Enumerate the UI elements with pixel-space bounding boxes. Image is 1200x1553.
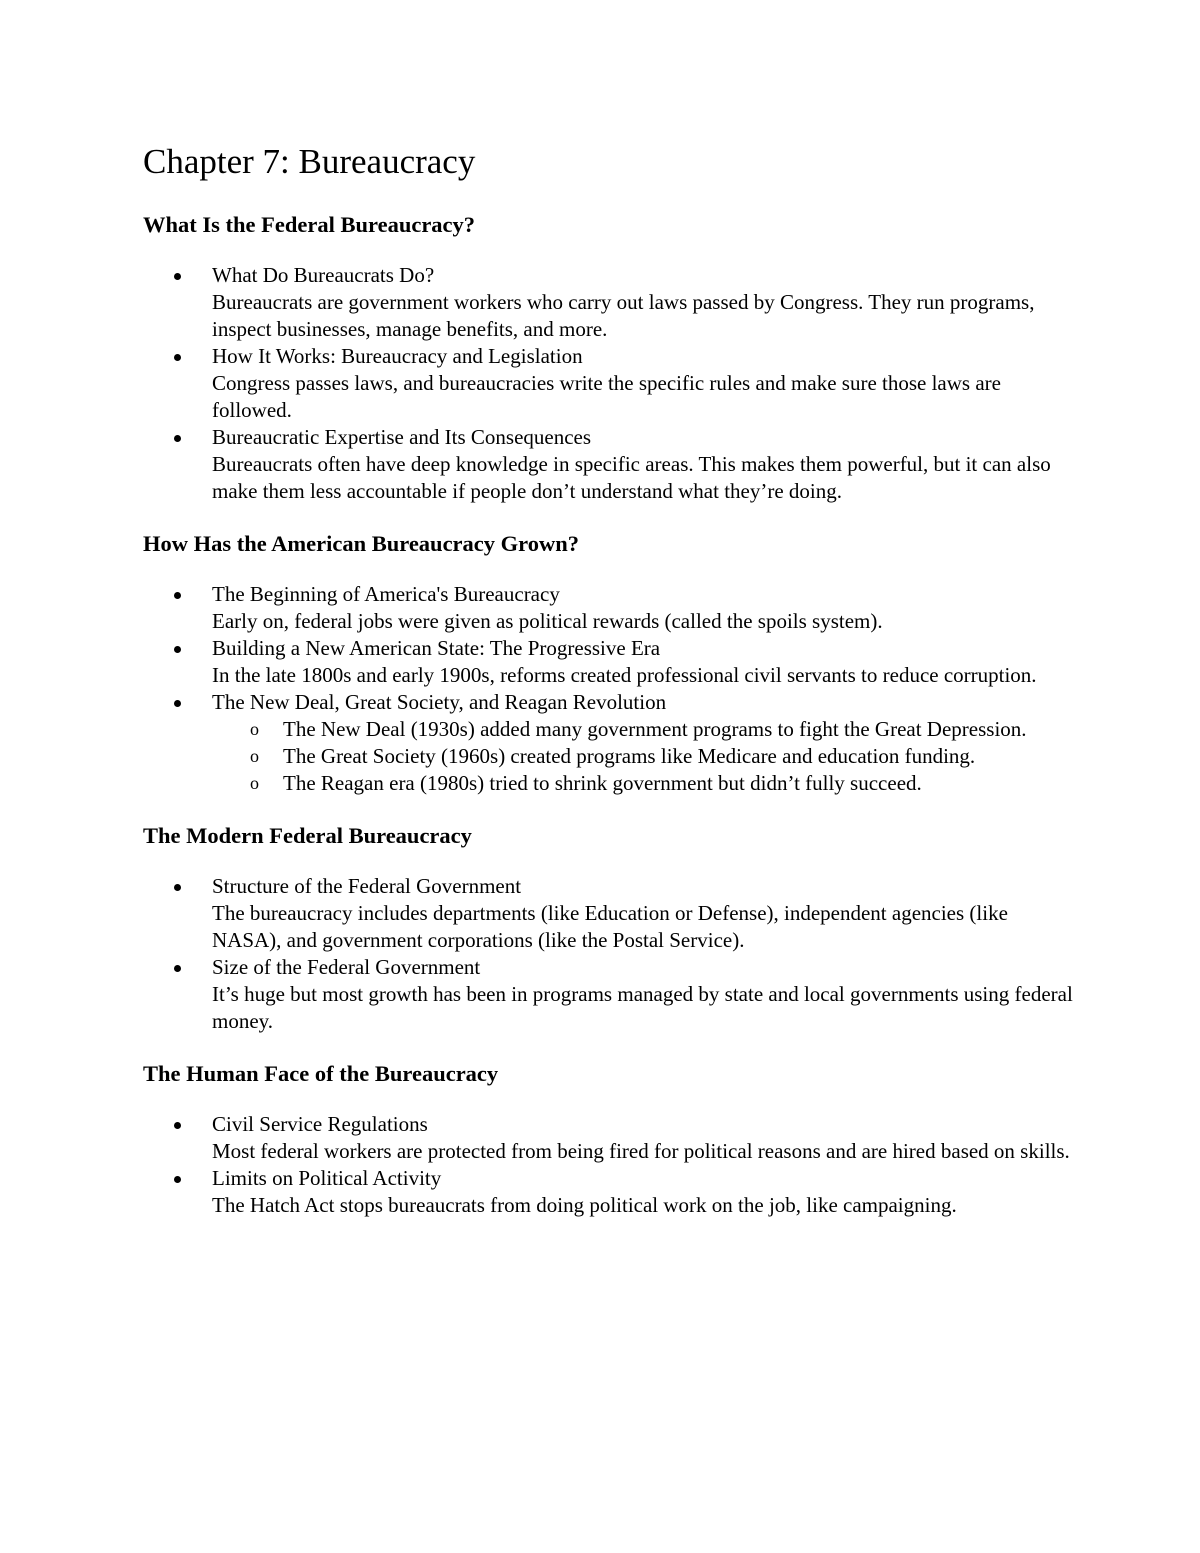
bullet-icon — [174, 700, 181, 707]
sub-bullet-text: The New Deal (1930s) added many government programs to fight the Great Depression. — [283, 717, 1027, 741]
bullet-item — [143, 262, 1073, 343]
bullet-title: Building a New American State: The Progressive Era — [212, 636, 661, 660]
bullet-body: Early on, federal jobs were given as political rewards (called the spoils system). — [212, 609, 883, 633]
bullet-title: What Do Bureaucrats Do? — [212, 263, 435, 287]
bullet-item — [143, 581, 1073, 635]
bullet-body: Bureaucrats often have deep knowledge in specific areas. This makes them powerful, but it can also make them less accountable if people don’t understand what they’re doing. — [212, 452, 1051, 503]
bullet-body: In the late 1800s and early 1900s, reforms created professional civil servants to reduce corruption. — [212, 663, 1037, 687]
bullet-icon — [174, 884, 181, 891]
bullet-body: The Hatch Act stops bureaucrats from doing political work on the job, like campaigning. — [212, 1193, 957, 1217]
bullet-list — [143, 1111, 1073, 1219]
document-title: Chapter 7: Bureaucracy — [143, 142, 476, 181]
bullet-body: The bureaucracy includes departments (like Education or Defense), independent agencies (like NASA), and government corporations (like the Postal Service). — [212, 901, 1008, 952]
circle-bullet-icon: o — [250, 719, 259, 739]
section-heading: What Is the Federal Bureaucracy? — [143, 212, 476, 237]
bullet-title: The Beginning of America's Bureaucracy — [212, 582, 560, 606]
sub-bullet-list — [212, 716, 1073, 797]
sub-bullet-text: The Great Society (1960s) created programs like Medicare and education funding. — [283, 744, 976, 768]
sections-container — [143, 210, 1073, 1219]
section — [143, 529, 1073, 797]
bullet-icon — [174, 435, 181, 442]
bullet-item — [143, 689, 1073, 797]
bullet-item — [143, 954, 1073, 1035]
bullet-icon — [174, 646, 181, 653]
bullet-body: Most federal workers are protected from being fired for political reasons and are hired based on skills. — [212, 1139, 1070, 1163]
bullet-title: How It Works: Bureaucracy and Legislation — [212, 344, 583, 368]
bullet-item — [143, 1111, 1073, 1165]
bullet-icon — [174, 354, 181, 361]
bullet-body: Bureaucrats are government workers who carry out laws passed by Congress. They run programs, inspect businesses, manage benefits, and more. — [212, 290, 1035, 341]
bullet-title: Structure of the Federal Government — [212, 874, 522, 898]
bullet-item — [143, 635, 1073, 689]
section — [143, 821, 1073, 1035]
bullet-title: The New Deal, Great Society, and Reagan Revolution — [212, 690, 667, 714]
bullet-title: Size of the Federal Government — [212, 955, 481, 979]
circle-bullet-icon: o — [250, 773, 259, 793]
bullet-item — [143, 343, 1073, 424]
section — [143, 210, 1073, 505]
bullet-body: It’s huge but most growth has been in programs managed by state and local governments using federal money. — [212, 982, 1073, 1033]
bullet-icon — [174, 273, 181, 280]
bullet-list — [143, 873, 1073, 1035]
section — [143, 1059, 1073, 1219]
sub-bullet-item — [212, 743, 1073, 770]
bullet-item — [143, 424, 1073, 505]
bullet-item — [143, 873, 1073, 954]
bullet-list — [143, 581, 1073, 797]
bullet-title: Limits on Political Activity — [212, 1166, 442, 1190]
bullet-title: Bureaucratic Expertise and Its Consequences — [212, 425, 592, 449]
section-heading: The Human Face of the Bureaucracy — [143, 1061, 499, 1086]
bullet-item — [143, 1165, 1073, 1219]
sub-bullet-item — [212, 770, 1073, 797]
section-heading: The Modern Federal Bureaucracy — [143, 823, 472, 848]
bullet-icon — [174, 1176, 181, 1183]
sub-bullet-text: The Reagan era (1980s) tried to shrink government but didn’t fully succeed. — [283, 771, 922, 795]
bullet-title: Civil Service Regulations — [212, 1112, 428, 1136]
bullet-icon — [174, 965, 181, 972]
circle-bullet-icon: o — [250, 746, 259, 766]
bullet-body: Congress passes laws, and bureaucracies write the specific rules and make sure those laws are followed. — [212, 371, 1001, 422]
section-heading: How Has the American Bureaucracy Grown? — [143, 531, 580, 556]
bullet-icon — [174, 592, 181, 599]
sub-bullet-item — [212, 716, 1073, 743]
document-page — [143, 140, 1073, 1243]
bullet-icon — [174, 1122, 181, 1129]
bullet-list — [143, 262, 1073, 505]
